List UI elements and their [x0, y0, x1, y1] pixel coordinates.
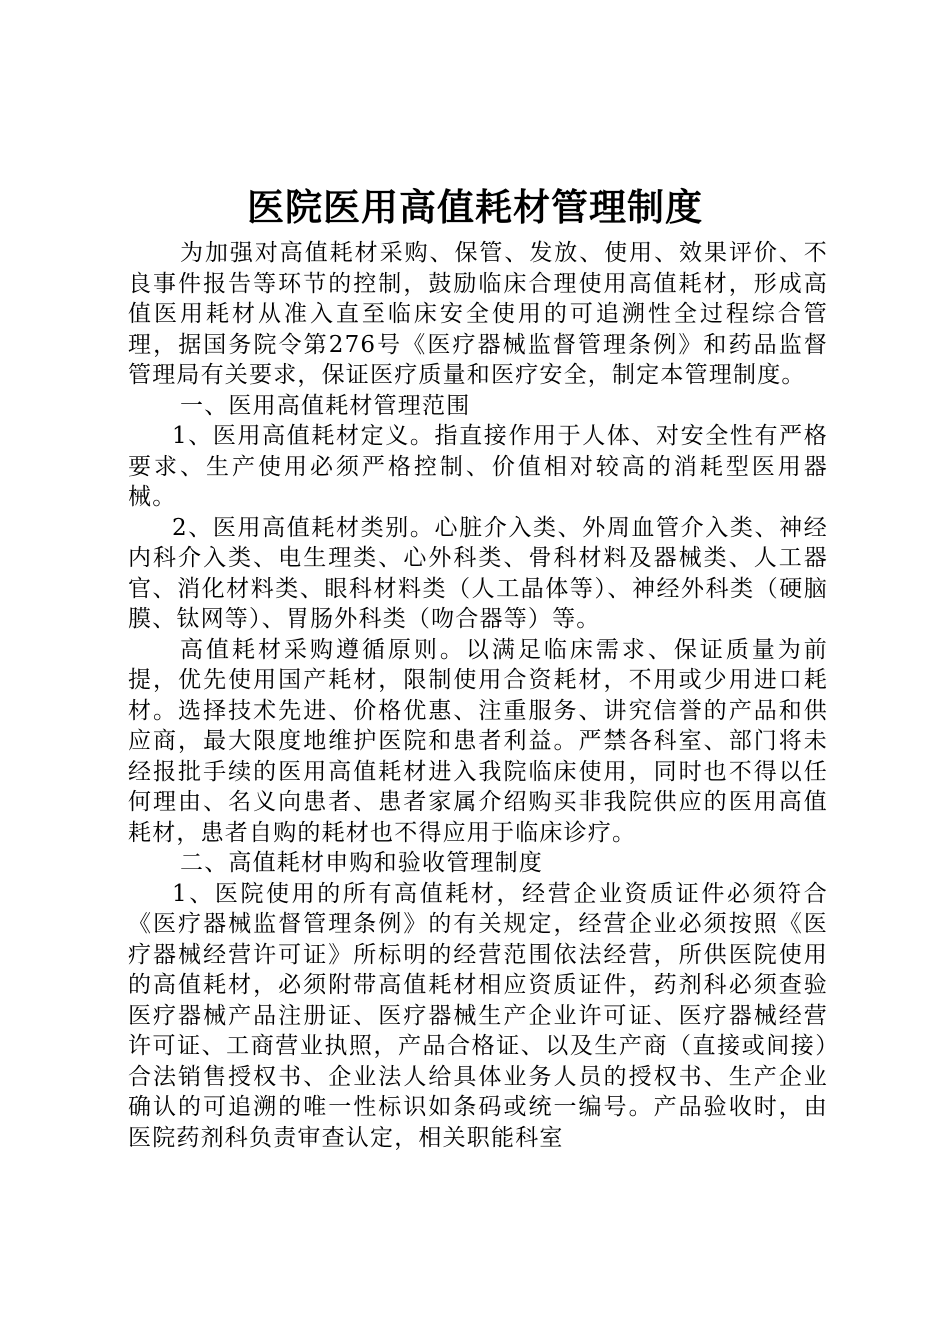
paragraph-categories: 2、医用高值耗材类别。心脏介入类、外周血管介入类、神经内科介入类、电生理类、心外科类、骨科材料及器械类、人工器官、消化材料类、眼科材料类（人工晶体等）、神经外科类（硬脑膜、钛网等）、胃肠外科类（吻合器等）等。 — [128, 514, 828, 632]
section-heading-purchase: 二、高值耗材申购和验收管理制度 — [180, 850, 543, 876]
document-body — [128, 238, 828, 1153]
intro-paragraph: 为加强对高值耗材采购、保管、发放、使用、效果评价、不良事件报告等环节的控制，鼓励临床合理使用高值耗材，形成高值医用耗材从准入直至临床安全使用的可追溯性全过程综合管理，据国务院令第276号《医疗器械监督管理条例》和药品监督管理局有关要求，保证医疗质量和医疗安全，制定本管理制度。 — [128, 240, 828, 388]
paragraph-definition: 1、医用高值耗材定义。指直接作用于人体、对安全性有严格要求、生产使用必须严格控制、价值相对较高的消耗型医用器械。 — [128, 423, 828, 510]
document-title: 医院医用高值耗材管理制度 — [247, 186, 703, 229]
section-heading-scope: 一、医用高值耗材管理范围 — [180, 392, 471, 419]
paragraph-procurement-principles: 高值耗材采购遵循原则。以满足临床需求、保证质量为前提，优先使用国产耗材，限制使用合资耗材，不用或少用进口耗材。选择技术先进、价格优惠、注重服务、讲究信誉的产品和供应商，最大限度地维护医院和患者利益。严禁各科室、部门将未经报批手续的医用高值耗材进入我院临床使用，同时也不得以任何理由、名义向患者、患者家属介绍购买非我院供应的医用高值耗材，患者自购的耗材也不得应用于临床诊疗。 — [128, 636, 828, 846]
paragraph-qualification: 1、医院使用的所有高值耗材，经营企业资质证件必须符合《医疗器械监督管理条例》的有关规定，经营企业必须按照《医疗器械经营许可证》所标明的经营范围依法经营，所供医院使用的高值耗材，必须附带高值耗材相应资质证件，药剂科必须查验医疗器械产品注册证、医疗器械生产企业许可证、医疗器械经营许可证、工商营业执照，产品合格证、以及生产商（直接或间接）合法销售授权书、企业法人给具体业务人员的授权书、生产企业确认的可追溯的唯一性标识如条码或统一编号。产品验收时，由医院药剂科负责审查认定，相关职能科室 — [128, 880, 828, 1151]
